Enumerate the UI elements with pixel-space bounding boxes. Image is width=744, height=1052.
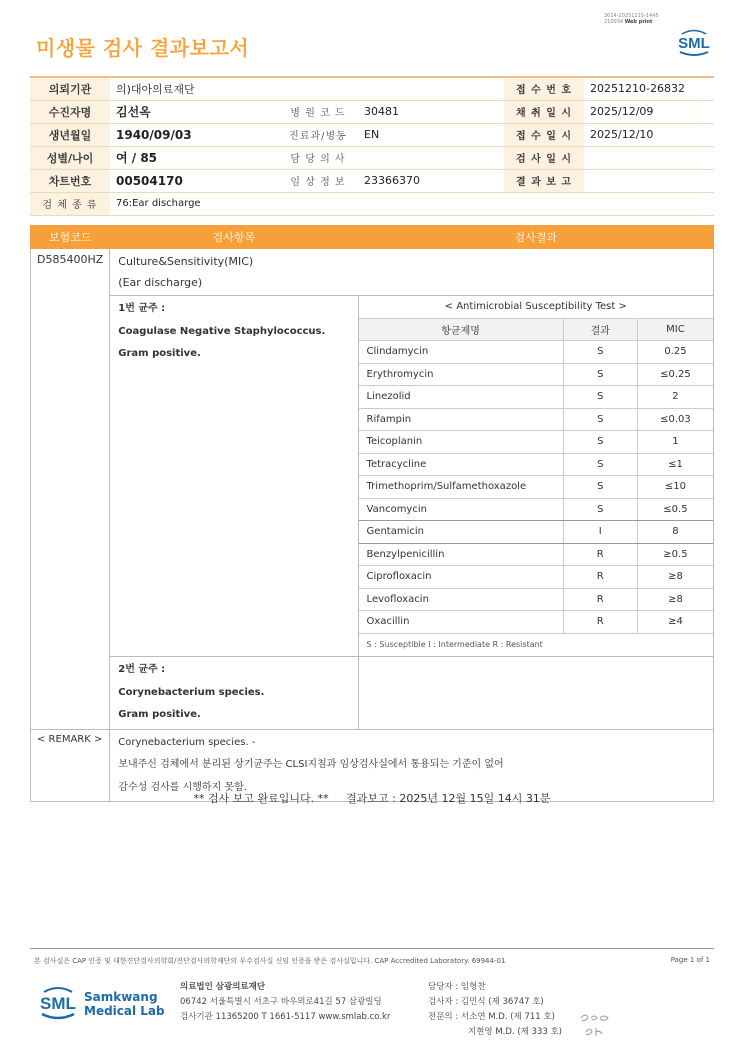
accession-number: 20251210-26832	[584, 77, 714, 100]
ast-result: I	[563, 521, 637, 544]
page-number: Page 1 of 1	[670, 956, 710, 964]
ast-row	[359, 611, 713, 634]
label-chart-number: 차트번호	[30, 169, 110, 192]
ast-row	[359, 476, 713, 499]
clinical-info: 23366370	[358, 169, 504, 192]
footer-divider	[30, 948, 714, 949]
test-date	[584, 146, 714, 169]
footer-certification-note: 본 검사실은 CAP 인증 및 대한진단검사의학회/진단검사의학재단의 우수검사실 신임 인증을 받은 검사실입니다. CAP Accredited Laboratory. 69944-01	[34, 957, 506, 965]
ast-result: R	[563, 588, 637, 611]
web-print-label: Web print	[624, 19, 653, 25]
header-insurance-code: 보험코드	[31, 226, 110, 249]
department: EN	[358, 123, 504, 146]
label-physician: 담 당 의 사	[278, 146, 358, 169]
label-department: 진료과/병동	[278, 123, 358, 146]
ast-result: R	[563, 543, 637, 566]
ast-mic: ≥4	[637, 611, 713, 634]
staff-in-charge: 담당자 : 임형찬	[428, 982, 486, 992]
ast-legend: S : Susceptible I : Intermediate R : Resistant	[366, 640, 543, 650]
ast-row	[359, 498, 713, 521]
ast-drug: Oxacillin	[359, 611, 564, 634]
ast-caption: < Antimicrobial Susceptibility Test >	[359, 296, 713, 318]
remark-line3: 감수성 검사를 시행하지 못함.	[118, 781, 247, 793]
report-date	[584, 169, 714, 192]
ast-row	[359, 341, 713, 364]
organism2-label: 2번 균주 :	[118, 664, 166, 675]
test-row	[31, 249, 714, 296]
info-row	[30, 77, 714, 100]
sml-logo	[674, 26, 714, 61]
doc-code-line1: 3014-20251215-1445	[604, 13, 659, 19]
staff-specialist1: 전문의 : 서소연 M.D. (제 711 호)	[428, 1012, 555, 1022]
ast-legend-row	[359, 633, 713, 656]
doc-code-line2: 210034	[604, 19, 624, 25]
footer-sml-logo	[36, 982, 80, 1025]
requesting-institution: 의)대아의료재단	[110, 77, 504, 100]
ast-row	[359, 363, 713, 386]
ast-row	[359, 521, 713, 544]
patient-info-table	[30, 76, 714, 216]
ast-row	[359, 386, 713, 409]
remark-line1: Corynebacterium species. -	[118, 736, 256, 748]
ast-drug: Trimethoprim/Sulfamethoxazole	[359, 476, 564, 499]
ast-result: R	[563, 611, 637, 634]
org-contact: 검사기관 11365200 T 1661-5117 www.smlab.co.kr	[180, 1012, 391, 1022]
footer-logo-text: SML	[40, 994, 76, 1013]
ast-drug: Tetracycline	[359, 453, 564, 476]
organism2-gram: Gram positive.	[118, 709, 201, 720]
ast-header-mic: MIC	[637, 318, 713, 341]
ast-drug: Rifampin	[359, 408, 564, 431]
ast-drug: Benzylpenicillin	[359, 543, 564, 566]
org-address: 06742 서울특별시 서초구 바우뫼로41길 57 삼광빌딩	[180, 997, 382, 1007]
header-test-item: 검사항목	[110, 226, 358, 249]
ast-drug: Clindamycin	[359, 341, 564, 364]
test-specimen: (Ear discharge)	[118, 276, 203, 289]
ast-drug: Ciprofloxacin	[359, 566, 564, 589]
info-row	[30, 146, 714, 169]
ast-result: S	[563, 386, 637, 409]
ast-row	[359, 431, 713, 454]
label-received-date: 접 수 일 시	[504, 123, 584, 146]
collection-date: 2025/12/09	[584, 100, 714, 123]
label-hospital-code: 병 원 코 드	[278, 100, 358, 123]
remark-line2: 보내주신 검체에서 분리된 상기균주는 CLSI지침과 임상검사실에서 통용되는 기준이 없어	[118, 759, 504, 770]
sex-age: 여 / 85	[110, 146, 278, 169]
organism1-gram: Gram positive.	[118, 348, 201, 359]
ast-result: S	[563, 341, 637, 364]
ast-mic: ≤1	[637, 453, 713, 476]
test-name: Culture&Sensitivity(MIC)	[118, 255, 254, 268]
ast-mic: ≥8	[637, 566, 713, 589]
ast-result: S	[563, 453, 637, 476]
ast-mic: 8	[637, 521, 713, 544]
ast-mic: ≤10	[637, 476, 713, 499]
footer-brand	[84, 990, 165, 1018]
ast-row	[359, 453, 713, 476]
ast-drug: Gentamicin	[359, 521, 564, 544]
organism2-row	[31, 657, 714, 730]
logo-text: SML	[678, 35, 710, 52]
label-sex-age: 성별/나이	[30, 146, 110, 169]
ast-drug: Erythromycin	[359, 363, 564, 386]
ast-mic: ≤0.5	[637, 498, 713, 521]
ast-result: S	[563, 498, 637, 521]
specimen-type: 76:Ear discharge	[110, 192, 714, 215]
label-patient-name: 수진자명	[30, 100, 110, 123]
ast-result: S	[563, 476, 637, 499]
brand-line1: Samkwang	[84, 990, 158, 1004]
info-row	[30, 100, 714, 123]
label-collection-date: 채 취 일 시	[504, 100, 584, 123]
ast-result: S	[563, 408, 637, 431]
chart-number: 00504170	[110, 169, 278, 192]
page-title: 미생물 검사 결과보고서	[36, 36, 250, 60]
ast-drug: Vancomycin	[359, 498, 564, 521]
organism1-name: Coagulase Negative Staphylococcus.	[118, 325, 326, 337]
ast-mic: ≤0.25	[637, 363, 713, 386]
document-code	[604, 13, 659, 25]
signature-image	[578, 1010, 618, 1045]
ast-result: S	[563, 363, 637, 386]
ast-drug: Linezolid	[359, 386, 564, 409]
ast-drug: Teicoplanin	[359, 431, 564, 454]
label-accession-number: 접 수 번 호	[504, 77, 584, 100]
remark-label: < REMARK >	[31, 729, 110, 802]
ast-cell	[358, 296, 713, 657]
insurance-code: D585400HZ	[31, 249, 110, 730]
organism1-row	[31, 296, 714, 657]
label-report-date: 결 과 보 고	[504, 169, 584, 192]
ast-header-drug: 항균제명	[359, 318, 564, 341]
birth-date: 1940/09/03	[110, 123, 278, 146]
label-birth-date: 생년월일	[30, 123, 110, 146]
test-item	[110, 249, 714, 296]
ast-caption-row	[359, 296, 713, 318]
organism2-result-empty	[358, 657, 713, 730]
org-name: 의료법인 삼광의료재단	[180, 982, 266, 992]
staff-specialist2: 지현영 M.D. (제 333 호)	[468, 1027, 563, 1037]
label-requesting-institution: 의뢰기관	[30, 77, 110, 100]
label-test-date: 검 사 일 시	[504, 146, 584, 169]
info-row	[30, 123, 714, 146]
ast-mic: ≥0.5	[637, 543, 713, 566]
label-clinical-info: 임 상 정 보	[278, 169, 358, 192]
ast-table	[359, 296, 713, 656]
ast-result: S	[563, 431, 637, 454]
ast-header-row	[359, 318, 713, 341]
info-row	[30, 192, 714, 215]
ast-row	[359, 566, 713, 589]
ast-mic: 0.25	[637, 341, 713, 364]
organism1	[110, 296, 358, 657]
ast-mic: 2	[637, 386, 713, 409]
organism1-label: 1번 균주 :	[118, 303, 166, 314]
organism2-name: Corynebacterium species.	[118, 686, 265, 698]
ast-row	[359, 588, 713, 611]
hospital-code: 30481	[358, 100, 504, 123]
ast-header-result: 결과	[563, 318, 637, 341]
brand-line2: Medical Lab	[84, 1004, 165, 1018]
ast-mic: 1	[637, 431, 713, 454]
received-date: 2025/12/10	[584, 123, 714, 146]
ast-drug: Levofloxacin	[359, 588, 564, 611]
info-row	[30, 169, 714, 192]
ast-row	[359, 543, 713, 566]
header-test-result: 검사결과	[358, 226, 713, 249]
ast-mic: ≤0.03	[637, 408, 713, 431]
label-specimen-type: 검 체 종 류	[30, 192, 110, 215]
results-header-row	[31, 226, 714, 249]
physician	[358, 146, 504, 169]
footer-org-info	[180, 980, 390, 1025]
staff-tester: 검사자 : 김민식 (제 36747 호)	[428, 997, 544, 1007]
ast-mic: ≥8	[637, 588, 713, 611]
ast-result: R	[563, 566, 637, 589]
ast-body	[359, 341, 713, 634]
footer-staff	[428, 980, 562, 1040]
ast-row	[359, 408, 713, 431]
report-complete-text: ** 검사 보고 완료입니다. ** 결과보고 : 2025년 12월 15일 14시 31분	[193, 792, 551, 805]
organism2	[110, 657, 358, 730]
patient-name: 김선옥	[110, 100, 278, 123]
results-table	[30, 225, 714, 802]
